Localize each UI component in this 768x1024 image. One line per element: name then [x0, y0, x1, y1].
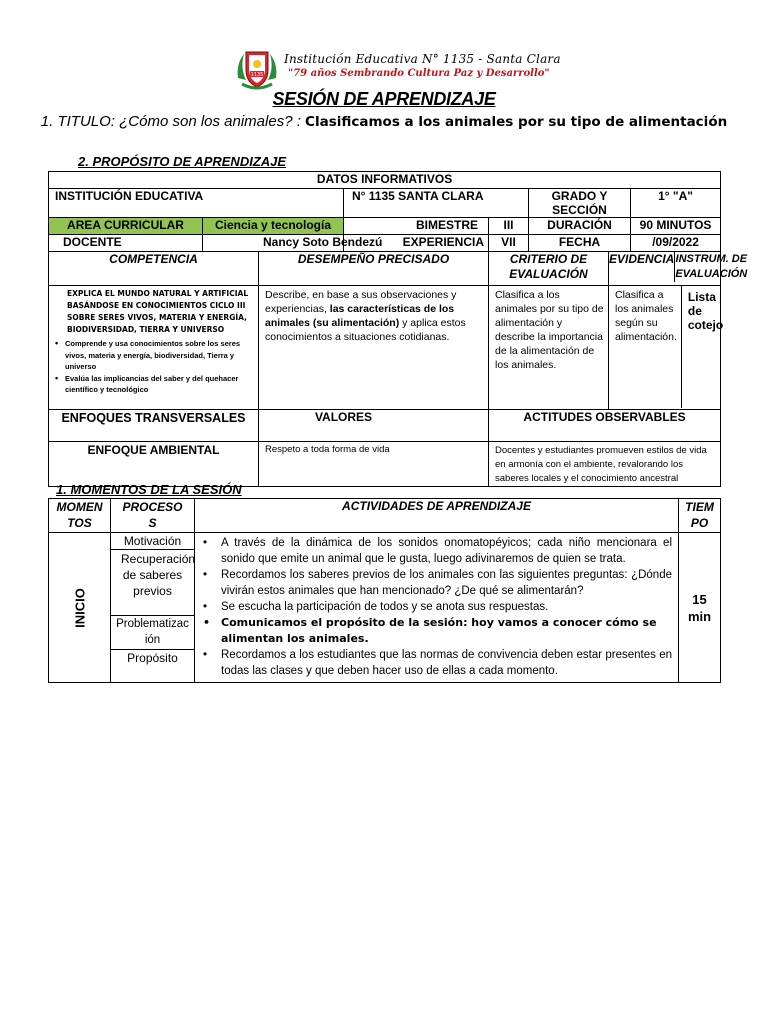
actividad-4: • Comunicamos el propósito de la sesión: hoy vamos a conocer cómo se alimentan los animales. — [203, 615, 672, 647]
competencia-main: EXPLICA EL MUNDO NATURAL Y ARTIFICIAL BASÁNDOSE EN CONOCIMIENTOS CICLO III SOBRE SERES VIVOS, MATERIA Y ENERGÍA, BIODIVERSIDAD, TIERRA Y UNIVERSO — [67, 289, 249, 334]
institution-motto: "79 años Sembrando Cultura Paz y Desarrollo" — [288, 68, 550, 79]
title-value: Clasificamos a los animales por su tipo de alimentación — [305, 114, 728, 130]
experiencia-value: VII — [489, 235, 529, 252]
desempeno-cell — [259, 286, 489, 410]
school-crest-icon — [234, 48, 280, 90]
momentos-table — [48, 498, 721, 683]
inst-value: N° 1135 SANTA CLARA — [344, 189, 529, 218]
duracion-value: 90 MINUTOS — [631, 218, 721, 235]
desempeno-text-a: Describe, en base a sus observaciones y experiencias, — [265, 289, 457, 315]
competencia-bullet-2: • Evalúa las implicancias del saber y del quehacer científico y tecnológico — [55, 373, 254, 396]
duracion-label: DURACIÓN — [529, 218, 631, 235]
enfoque-valor: Respeto a toda forma de vida — [259, 442, 489, 487]
enfoque-actitud: Docentes y estudiantes promueven estilos de vida en armonía con el ambiente, revalorando los saberes locales y el conocimiento ancestral — [489, 442, 721, 487]
area-label: AREA CURRICULAR — [49, 218, 203, 235]
actividad-3: • Se escucha la participación de todos y se anota sus respuestas. — [203, 599, 672, 615]
procesos-cell — [111, 533, 195, 683]
area-value: Ciencia y tecnología — [203, 218, 344, 235]
datos-informativos-table — [48, 171, 748, 487]
enfoques-label: ENFOQUES TRANSVERSALES — [49, 410, 259, 442]
actividades-list — [195, 533, 678, 681]
experiencia-label: EXPERIENCIA — [344, 235, 489, 252]
competencia-bullet-1: • Comprende y usa conocimientos sobre los seres vivos, materia y energía, biodiversidad, Tierra y universo — [55, 338, 254, 373]
evid-instrum-header — [609, 252, 748, 286]
col-competencia: COMPETENCIA — [49, 252, 259, 286]
actividad-1: • A través de la dinámica de los sonidos onomatopéyicos; cada niño mencionara el sonido que emite un animal que le gusta, luego adivinaremos de quien se trata. — [203, 535, 672, 567]
proceso-recuperacion: Recuperación de saberes previos — [111, 550, 194, 616]
proceso-motivacion: Motivación — [111, 533, 194, 550]
actitudes-label: ACTITUDES OBSERVABLES — [489, 410, 721, 442]
competencia-list — [49, 336, 258, 396]
bimestre-label: BIMESTRE — [344, 218, 489, 235]
instrumento-cell: Lista de cotejo — [687, 290, 724, 332]
proposito-heading: 2. PROPÓSITO DE APRENDIZAJE — [78, 154, 287, 169]
svg-text:1135: 1135 — [250, 72, 264, 78]
momento-inicio-cell — [49, 533, 111, 683]
grado-value: 1° "A" — [631, 189, 721, 218]
momentos-heading: 1. MOMENTOS DE LA SESIÓN — [56, 482, 242, 497]
col-criterio: CRITERIO DE EVALUACIÓN — [489, 252, 609, 286]
title-label: 1. TITULO: ¿Cómo son los animales? : — [40, 113, 301, 130]
evid-instrum-cell — [609, 286, 724, 410]
proceso-proposito: Propósito — [127, 651, 178, 665]
col-momentos: MOMENTOS — [49, 499, 111, 533]
criterio-cell: Clasifica a los animales por su tipo de alimentación y describe la importancia de la alimentación de los animales. — [489, 286, 609, 410]
institution-name: Institución Educativa N° 1135 - Santa Clara — [284, 52, 561, 66]
fecha-value: /09/2022 — [631, 235, 721, 252]
col-evidencia: EVIDENCIA — [609, 252, 675, 282]
competencia-cell — [49, 286, 259, 410]
col-actividades: ACTIVIDADES DE APRENDIZAJE — [195, 499, 679, 533]
page-title: SESIÓN DE APRENDIZAJE — [272, 89, 496, 109]
grado-label: GRADO Y SECCIÓN — [529, 189, 631, 218]
actividad-5: • Recordamos a los estudiantes que las normas de convivencia deben estar presentes en todas las clases y que deben hacer uso de ellas a cada momento. — [203, 647, 672, 679]
bimestre-value: III — [489, 218, 529, 235]
docente-value: Nancy Soto Bendezú — [203, 235, 344, 252]
evidencia-cell: Clasifica a los animales según su alimentación. — [609, 286, 682, 408]
inst-label: INSTITUCIÓN EDUCATIVA — [49, 189, 344, 218]
enfoque-ambiental-label: ENFOQUE AMBIENTAL — [49, 442, 259, 487]
col-tiempo: TIEMPO — [679, 499, 721, 533]
col-desempeno: DESEMPEÑO PRECISADO — [259, 252, 489, 286]
docente-label: DOCENTE — [49, 235, 203, 252]
actividades-cell — [195, 533, 679, 683]
school-header — [0, 48, 768, 92]
session-title — [0, 112, 768, 132]
datos-header: DATOS INFORMATIVOS — [49, 172, 721, 189]
tiempo-value: 15 min — [679, 533, 721, 683]
proceso-problematizacion: Problematización — [111, 616, 194, 650]
col-instrum: INSTRUM. DE EVALUACIÓN — [675, 253, 748, 280]
valores-label: VALORES — [259, 410, 489, 442]
momento-inicio: INICIO — [72, 587, 87, 628]
desempeno-text-b: las características de los animales (su alimentación) — [265, 303, 455, 329]
actividad-2: • Recordamos los saberes previos de los animales con las siguientes preguntas: ¿Dónde vivirán estos animales que han mencionado? ¿De qué se alimentarán? — [203, 567, 672, 599]
fecha-label: FECHA — [529, 235, 631, 252]
desempeno-text-c: y aplica estos conocimientos a situaciones cotidianas. — [265, 317, 466, 343]
col-procesos: PROCESOS — [111, 499, 195, 533]
